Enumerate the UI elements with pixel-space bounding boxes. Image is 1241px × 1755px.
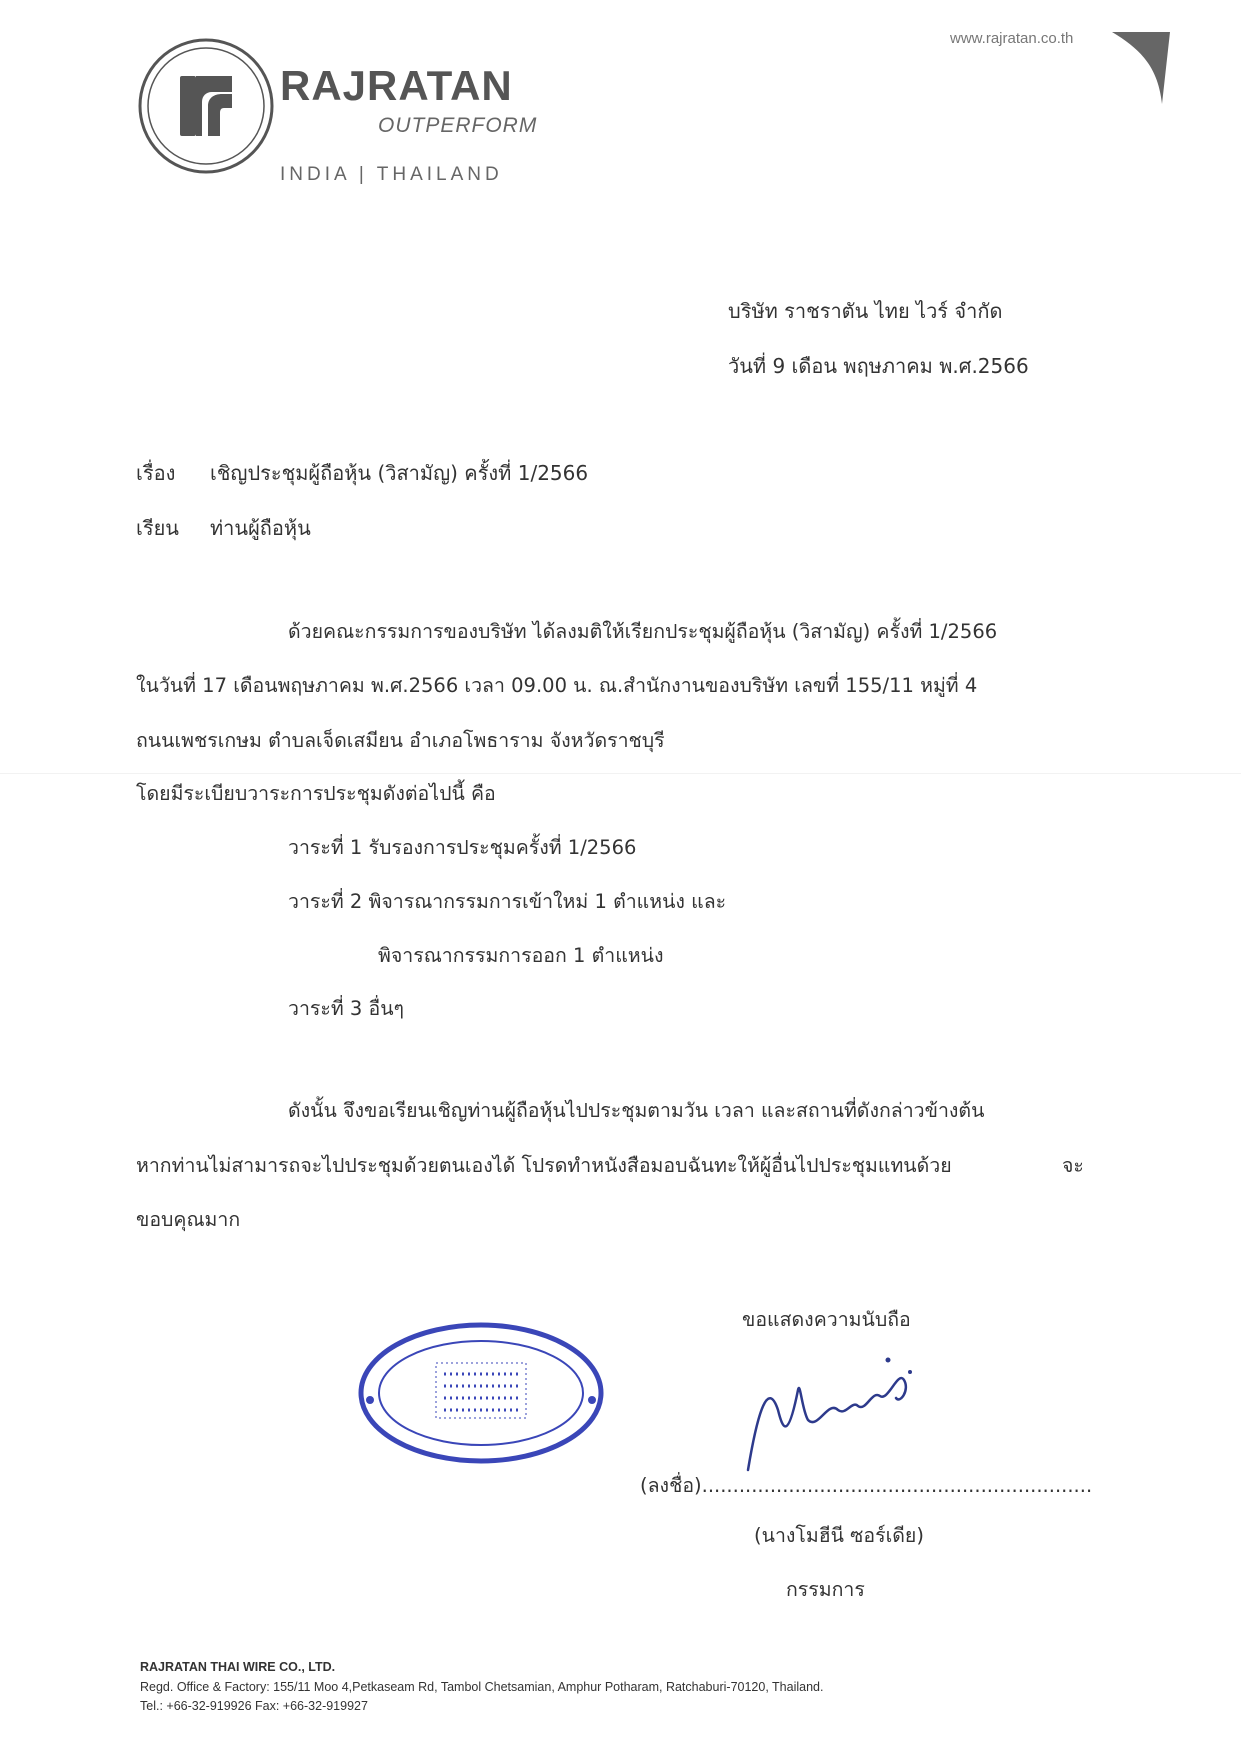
subject-label: เรื่อง — [136, 461, 176, 485]
footer-address: Regd. Office & Factory: 155/11 Moo 4,Petkaseam Rd, Tambol Chetsamian, Amphur Potharam, Ratchaburi-70120, Thailand. — [140, 1680, 824, 1694]
subject-text: เชิญประชุมผู้ถือหุ้น (วิสามัญ) ครั้งที่ 1/2566 — [210, 461, 589, 485]
closing-line: จะ — [1062, 1154, 1084, 1177]
closing-line: หากท่านไม่สามารถจะไปประชุมด้วยตนเองได้ โปรดทำหนังสือมอบฉันทะให้ผู้อื่นไปประชุมแทนด้วย — [136, 1154, 952, 1177]
letter-date: วันที่ 9 เดือน พฤษภาคม พ.ศ.2566 — [728, 354, 1029, 378]
footer-company: RAJRATAN THAI WIRE CO., LTD. — [140, 1660, 336, 1674]
footer-contact: Tel.: +66-32-919926 Fax: +66-32-919927 — [140, 1699, 368, 1713]
website-link[interactable]: www.rajratan.co.th — [950, 30, 1074, 47]
agenda-item: พิจารณากรรมการออก 1 ตำแหน่ง — [378, 944, 664, 967]
signer-name: (นางโมฮีนี ซอร์เดีย) — [754, 1524, 924, 1547]
rr-monogram-icon — [136, 36, 276, 176]
closing-line: ดังนั้น จึงขอเรียนเชิญท่านผู้ถือหุ้นไปประชุมตามวัน เวลา และสถานที่ดังกล่าวข้างต้น — [288, 1099, 985, 1122]
signature-line: (ลงชื่อ)............................................................... — [640, 1474, 1093, 1497]
scan-line — [0, 773, 1241, 774]
agenda-item: วาระที่ 1 รับรองการประชุมครั้งที่ 1/2566 — [288, 836, 637, 859]
regards-text: ขอแสดงความนับถือ — [742, 1308, 911, 1331]
agenda-item: วาระที่ 3 อื่นๆ — [288, 997, 405, 1020]
company-name: บริษัท ราชราตัน ไทย ไวร์ จำกัด — [728, 299, 1003, 323]
signature — [728, 1350, 928, 1480]
body-line: ด้วยคณะกรรมการของบริษัท ได้ลงมติให้เรียกประชุมผู้ถือหุ้น (วิสามัญ) ครั้งที่ 1/2566 — [288, 620, 998, 643]
triangle-corner-icon — [1112, 28, 1172, 108]
closing-line: ขอบคุณมาก — [136, 1208, 241, 1231]
brand-name: RAJRATAN — [280, 62, 513, 109]
body-line: ในวันที่ 17 เดือนพฤษภาคม พ.ศ.2566 เวลา 09.00 น. ณ.สำนักงานของบริษัท เลขที่ 155/11 หมู่ที่ 4 — [136, 674, 978, 697]
body-line: ถนนเพชรเกษม ตำบลเจ็ดเสมียน อำเภอโพธาราม จังหวัดราชบุรี — [136, 729, 665, 752]
brand-countries: INDIA | THAILAND — [280, 164, 503, 185]
agenda-item: วาระที่ 2 พิจารณากรรมการเข้าใหม่ 1 ตำแหน่ง และ — [288, 890, 727, 913]
brand-tagline: OUTPERFORM — [378, 114, 538, 137]
to-text: ท่านผู้ถือหุ้น — [210, 516, 311, 540]
company-stamp — [356, 1318, 606, 1468]
signer-title: กรรมการ — [786, 1578, 865, 1601]
body-line: โดยมีระเบียบวาระการประชุมดังต่อไปนี้ คือ — [136, 782, 496, 805]
to-label: เรียน — [136, 516, 179, 540]
